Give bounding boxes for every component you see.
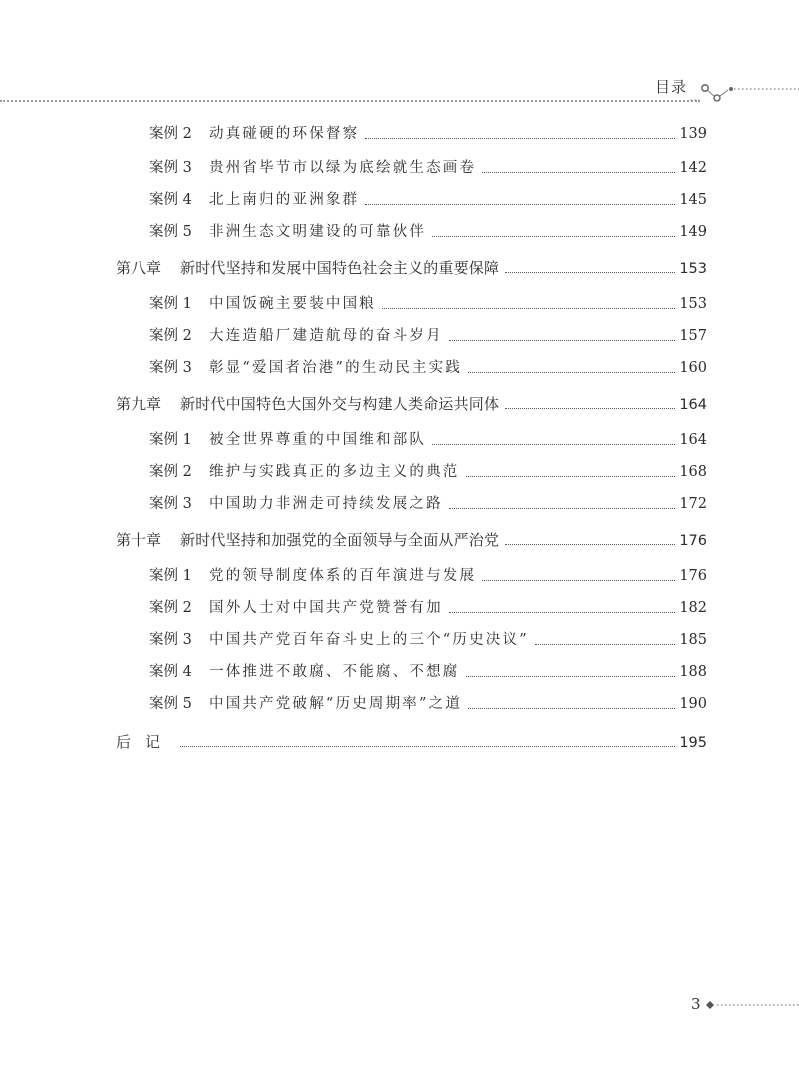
toc-entry-label: 案例 4	[149, 664, 192, 680]
toc-entry-label: 案例 3	[149, 496, 192, 512]
toc-entry-label: 案例 1	[149, 432, 192, 448]
toc-case-entry[interactable]	[149, 188, 707, 212]
toc-entry-page-number: 157	[679, 328, 707, 344]
toc-entry-page-number: 153	[679, 261, 707, 277]
toc-entry-label: 案例 5	[149, 696, 192, 712]
toc-dot-leader	[482, 172, 675, 173]
toc-case-entry[interactable]	[149, 564, 707, 588]
toc-entry-title: 国外人士对中国共产党赞誉有加	[209, 600, 443, 616]
toc-entry-label: 案例 5	[149, 224, 192, 240]
toc-case-entry[interactable]	[149, 460, 707, 484]
page-number: 3	[691, 995, 701, 1013]
toc-dot-leader	[180, 746, 675, 747]
toc-entry-page-number: 172	[679, 496, 707, 512]
toc-entry-page-number: 164	[679, 432, 707, 448]
toc-dot-leader	[468, 372, 675, 373]
toc-entry-label: 案例 2	[149, 126, 192, 142]
toc-dot-leader	[468, 708, 675, 709]
toc-entry-label: 后记	[116, 733, 175, 751]
toc-case-entry[interactable]	[149, 156, 707, 180]
toc-entry-title: 中国共产党破解“历史周期率”之道	[209, 696, 463, 712]
toc-entry-page-number: 182	[679, 600, 707, 616]
toc-entry-title: 非洲生态文明建设的可靠伙伴	[209, 224, 427, 240]
toc-entry-label: 案例 2	[149, 464, 192, 480]
toc-dot-leader	[449, 340, 675, 341]
toc-dot-leader	[365, 138, 675, 139]
toc-afterword-entry[interactable]	[116, 730, 707, 754]
toc-entry-page-number: 190	[679, 696, 707, 712]
toc-case-entry[interactable]	[149, 220, 707, 244]
toc-case-entry[interactable]	[149, 292, 707, 316]
toc-entry-page-number: 168	[679, 464, 707, 480]
toc-entry-label: 案例 3	[149, 160, 192, 176]
toc-dot-leader	[505, 544, 675, 545]
toc-entry-title: 中国饭碗主要装中国粮	[209, 296, 376, 312]
toc-case-entry[interactable]	[149, 660, 707, 684]
toc-entry-page-number: 195	[679, 735, 707, 751]
toc-entry-title: 动真碰硬的环保督察	[209, 126, 360, 142]
toc-entry-title: 中国助力非洲走可持续发展之路	[209, 496, 443, 512]
toc-entry-title: 彰显“爱国者治港”的生动民主实践	[209, 360, 463, 376]
toc-entry-title: 新时代中国特色大国外交与构建人类命运共同体	[180, 395, 500, 413]
toc-entry-page-number: 142	[679, 160, 707, 176]
toc-entry-page-number: 188	[679, 664, 707, 680]
toc-case-entry[interactable]	[149, 356, 707, 380]
toc-case-entry[interactable]	[149, 692, 707, 716]
toc-dot-leader	[482, 580, 675, 581]
toc-entry-label: 第九章	[116, 395, 162, 413]
toc-dot-leader	[505, 272, 675, 273]
toc-entry-page-number: 139	[679, 126, 707, 142]
toc-entry-page-number: 176	[679, 568, 707, 584]
toc-entry-page-number: 164	[679, 397, 707, 413]
toc-entry-page-number: 149	[679, 224, 707, 240]
toc-entry-title: 北上南归的亚洲象群	[209, 192, 360, 208]
toc-entry-title: 维护与实践真正的多边主义的典范	[209, 464, 460, 480]
toc-dot-leader	[449, 508, 675, 509]
toc-entry-page-number: 153	[679, 296, 707, 312]
toc-dot-leader	[365, 204, 675, 205]
toc-entry-page-number: 160	[679, 360, 707, 376]
toc-case-entry[interactable]	[149, 428, 707, 452]
toc-entry-title: 大连造船厂建造航母的奋斗岁月	[209, 328, 443, 344]
toc-entry-title: 被全世界尊重的中国维和部队	[209, 432, 427, 448]
toc-entry-label: 案例 4	[149, 192, 192, 208]
toc-case-entry[interactable]	[149, 492, 707, 516]
toc-dot-leader	[466, 476, 676, 477]
toc-entry-title: 党的领导制度体系的百年演进与发展	[209, 568, 477, 584]
toc-entry-label: 案例 3	[149, 360, 192, 376]
toc-entry-label: 第十章	[116, 531, 162, 549]
toc-dot-leader	[505, 408, 675, 409]
toc-dot-leader	[535, 644, 675, 645]
toc-entry-page-number: 145	[679, 192, 707, 208]
toc-entry-page-number: 185	[679, 632, 707, 648]
toc-entry-title: 新时代坚持和加强党的全面领导与全面从严治党	[180, 531, 500, 549]
toc-case-entry[interactable]	[149, 324, 707, 348]
toc-entry-label: 案例 3	[149, 632, 192, 648]
toc-entry-label: 第八章	[116, 259, 162, 277]
toc-entry-page-number: 176	[679, 533, 707, 549]
toc-entry-title: 一体推进不敢腐、不能腐、不想腐	[209, 664, 460, 680]
toc-entry-title: 新时代坚持和发展中国特色社会主义的重要保障	[180, 259, 500, 277]
toc-entry-label: 案例 2	[149, 600, 192, 616]
toc-entry-title: 贵州省毕节市以绿为底绘就生态画卷	[209, 160, 477, 176]
header-title: 目录	[655, 78, 688, 96]
toc-entry-label: 案例 1	[149, 568, 192, 584]
toc-entry-title: 中国共产党百年奋斗史上的三个“历史决议”	[209, 632, 529, 648]
toc-case-entry[interactable]	[149, 596, 707, 620]
toc-chapter-entry[interactable]	[116, 256, 707, 280]
toc-chapter-entry[interactable]	[116, 528, 707, 552]
footer-ornament-icon	[703, 998, 799, 1012]
toc-case-entry[interactable]	[149, 122, 707, 146]
toc-dot-leader	[382, 308, 675, 309]
toc-dot-leader	[466, 676, 676, 677]
toc-chapter-entry[interactable]	[116, 392, 707, 416]
toc-case-entry[interactable]	[149, 628, 707, 652]
toc-dot-leader	[432, 236, 675, 237]
toc-dot-leader	[432, 444, 675, 445]
toc-entry-label: 案例 1	[149, 296, 192, 312]
toc-entry-label: 案例 2	[149, 328, 192, 344]
toc-dot-leader	[449, 612, 675, 613]
